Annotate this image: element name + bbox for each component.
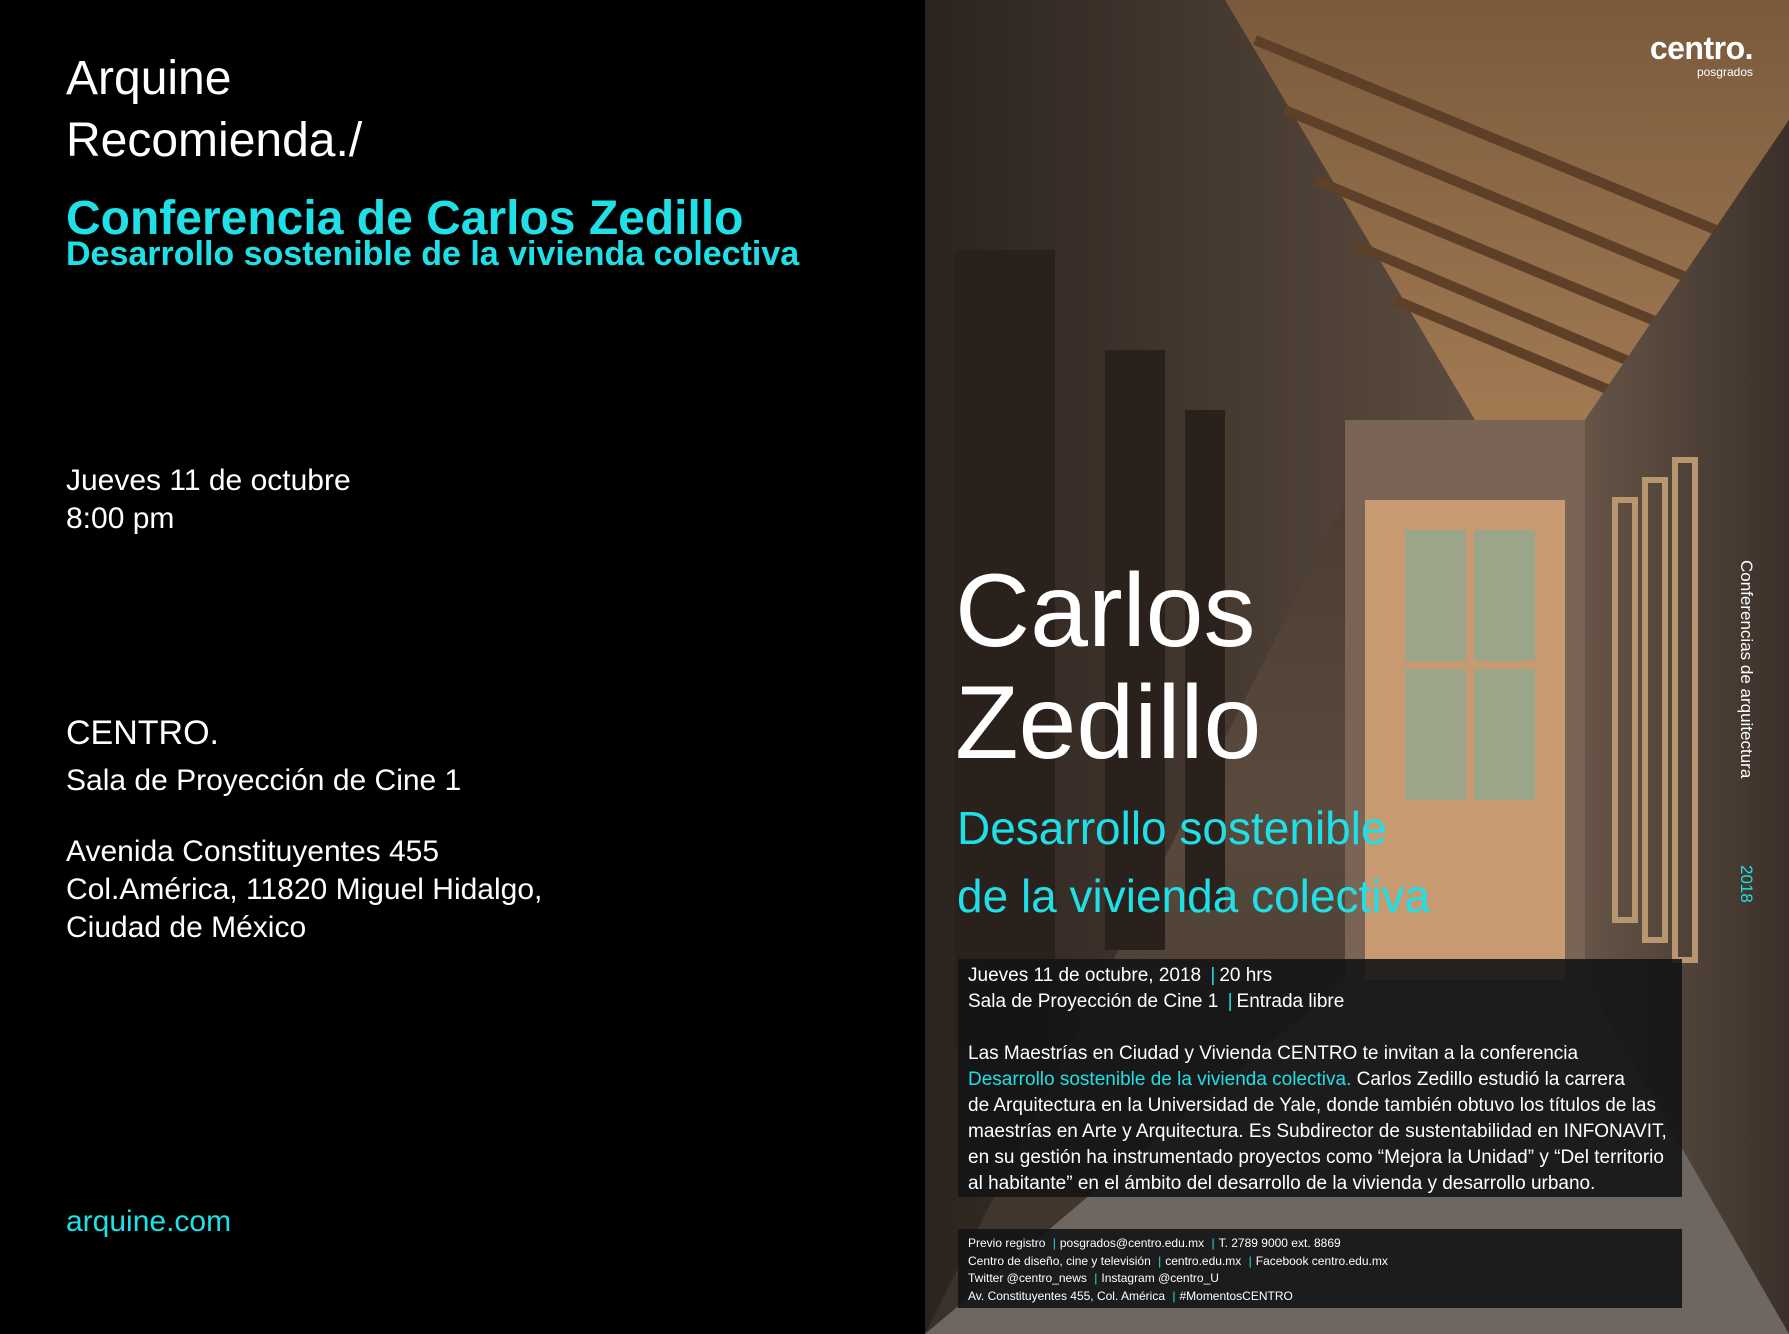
footer-row-4	[968, 1288, 1672, 1306]
info-date: Jueves 11 de octubre, 2018	[968, 965, 1202, 986]
footer-registration: Previo registro	[968, 1236, 1046, 1250]
speaker-first-name: Carlos	[955, 553, 1256, 669]
poster-panel	[925, 0, 1789, 1334]
footer-row-1	[968, 1235, 1672, 1253]
series-year: 2018	[1737, 865, 1756, 903]
footer-institution: Centro de diseño, cine y televisión	[968, 1253, 1151, 1268]
info-entry: Entrada libre	[1236, 991, 1345, 1012]
description-line-4: maestrías en Arte y Arquitectura. Es Subdirector de sustentabilidad en INFONAVIT,	[968, 1121, 1667, 1142]
footer-hashtag: #MomentosCENTRO	[1179, 1288, 1293, 1303]
info-row-2	[968, 989, 1672, 1015]
separator: |	[1158, 1253, 1162, 1268]
footer-twitter[interactable]: Twitter @centro_news	[968, 1271, 1087, 1285]
separator: |	[1248, 1253, 1252, 1268]
info-hour: 20 hrs	[1219, 965, 1273, 986]
centro-logo	[1650, 30, 1753, 79]
address-line-2: Col.América, 11820 Miguel Hidalgo,	[66, 873, 543, 906]
footer-phone: T. 2789 9000 ext. 8869	[1218, 1236, 1341, 1250]
venue-name: CENTRO.	[66, 714, 219, 752]
event-date: Jueves 11 de octubre	[66, 464, 351, 497]
description-highlight: Desarrollo sostenible de la vivienda colectiva.	[968, 1069, 1352, 1090]
contact-footer-box	[958, 1229, 1682, 1308]
poster-subtitle	[957, 794, 1430, 930]
separator: |	[1052, 1236, 1056, 1250]
poster-subtitle-line-2: de la vivienda colectiva	[957, 870, 1431, 922]
description-line-2-rest: Carlos Zedillo estudió la carrera	[1356, 1069, 1625, 1090]
address-line-1: Avenida Constituyentes 455	[66, 835, 440, 868]
address-line-3: Ciudad de México	[66, 911, 307, 944]
separator: |	[1227, 991, 1233, 1012]
footer-instagram[interactable]: Instagram @centro_U	[1101, 1271, 1219, 1285]
series-name: Conferencias de arquitectura	[1737, 560, 1756, 779]
description-line-3: de Arquitectura en la Universidad de Yale, donde también obtuvo los títulos de las	[968, 1095, 1656, 1116]
separator: |	[1094, 1271, 1098, 1285]
series-vertical-label	[1730, 560, 1760, 920]
info-room: Sala de Proyección de Cine 1	[968, 991, 1219, 1012]
separator: |	[1172, 1288, 1176, 1303]
venue-address	[66, 833, 542, 947]
footer-row-3	[968, 1270, 1672, 1288]
event-subtitle: Desarrollo sostenible de la vivienda colectiva	[66, 235, 800, 273]
footer-facebook[interactable]: Facebook centro.edu.mx	[1255, 1253, 1388, 1268]
poster-subtitle-line-1: Desarrollo sostenible	[957, 802, 1387, 854]
recommendation-heading	[66, 48, 362, 172]
logo-subtitle: posgrados	[1696, 65, 1753, 79]
event-info-box	[958, 959, 1682, 1197]
event-title: Conferencia de Carlos Zedillo	[66, 192, 744, 245]
speaker-name	[955, 555, 1261, 779]
speaker-last-name: Zedillo	[955, 665, 1262, 781]
description-line-2	[968, 1067, 1672, 1093]
footer-website[interactable]: centro.edu.mx	[1165, 1253, 1242, 1268]
heading-line-1: Arquine	[66, 52, 232, 105]
description-line-5: en su gestión ha instrumentado proyectos como “Mejora la Unidad” y “Del territorio	[968, 1147, 1664, 1168]
footer-email[interactable]: posgrados@centro.edu.mx	[1059, 1236, 1205, 1250]
info-row-1	[968, 963, 1672, 989]
separator: |	[1210, 965, 1216, 986]
footer-address: Av. Constituyentes 455, Col. América	[968, 1288, 1165, 1303]
logo-wordmark: centro.	[1649, 30, 1753, 66]
description-line-6: al habitante” en el ámbito del desarrollo de la vivienda y desarrollo urbano.	[968, 1173, 1596, 1194]
heading-line-2: Recomienda./	[66, 114, 363, 167]
venue-room: Sala de Proyección de Cine 1	[66, 764, 462, 797]
event-time: 8:00 pm	[66, 502, 175, 535]
event-datetime	[66, 462, 351, 538]
footer-row-2	[968, 1253, 1672, 1271]
separator: |	[1211, 1236, 1215, 1250]
website-link[interactable]: arquine.com	[66, 1205, 232, 1238]
description-line-1: Las Maestrías en Ciudad y Vivienda CENTRO te invitan a la conferencia	[968, 1043, 1579, 1064]
